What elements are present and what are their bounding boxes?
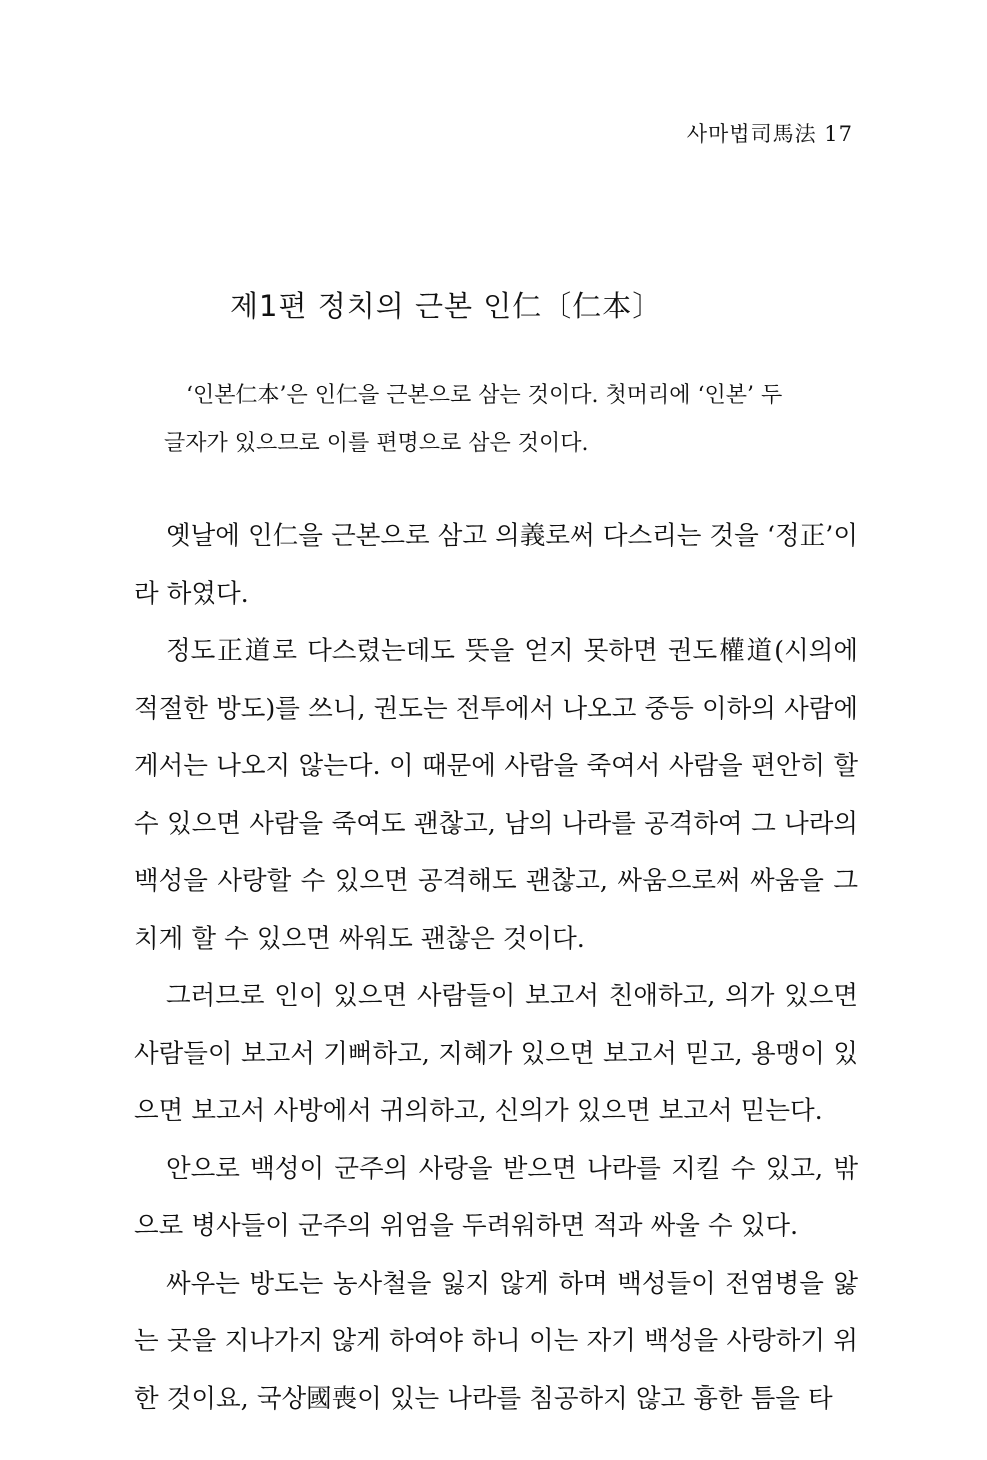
body-paragraph: 그러므로 인이 있으면 사람들이 보고서 친애하고, 의가 있으면 사람들이 보고서 기뻐하고, 지혜가 있으면 보고서 믿고, 용맹이 있으면 보고서 사방에서 귀의하고, 신의가 있으면 보고서 믿는다. bbox=[134, 981, 858, 1126]
body-text bbox=[134, 508, 858, 1428]
chapter-title: 제1편 정치의 근본 인仁〔仁本〕 bbox=[230, 289, 663, 323]
chapter-summary bbox=[164, 372, 836, 468]
summary-line: 글자가 있으므로 이를 편명으로 삼은 것이다. bbox=[164, 431, 589, 456]
body-paragraph: 싸우는 방도는 농사철을 잃지 않게 하며 백성들이 전염병을 앓는 곳을 지나가지 않게 하여야 하니 이는 자기 백성을 사랑하기 위한 것이요, 국상國喪이 있는 나라를 침공하지 않고 흉한 틈을 타 bbox=[134, 1268, 858, 1414]
running-header: 사마법司馬法 17 bbox=[686, 122, 853, 146]
body-paragraph: 안으로 백성이 군주의 사랑을 받으면 나라를 지킬 수 있고, 밖으로 병사들이 군주의 위엄을 두려워하면 적과 싸울 수 있다. bbox=[134, 1153, 858, 1241]
body-paragraph: 옛날에 인仁을 근본으로 삼고 의義로써 다스리는 것을 ‘정正’이라 하였다. bbox=[134, 521, 858, 609]
summary-line: ‘인본仁本’은 인仁을 근본으로 삼는 것이다. 첫머리에 ‘인본’ 두 bbox=[186, 383, 783, 408]
body-paragraph: 정도正道로 다스렸는데도 뜻을 얻지 못하면 권도權道(시의에 적절한 방도)를 쓰니, 권도는 전투에서 나오고 중등 이하의 사람에게서는 나오지 않는다. 이 때문에 사람을 죽여서 사람을 편안히 할 수 있으면 사람을 죽여도 괜찮고, 남의 나라를 공격하여 그 나라의 백성을 사랑할 수 있으면 공격해도 괜찮고, 싸움으로써 싸움을 그치게 할 수 있으면 싸워도 괜찮은 것이다. bbox=[134, 636, 858, 954]
